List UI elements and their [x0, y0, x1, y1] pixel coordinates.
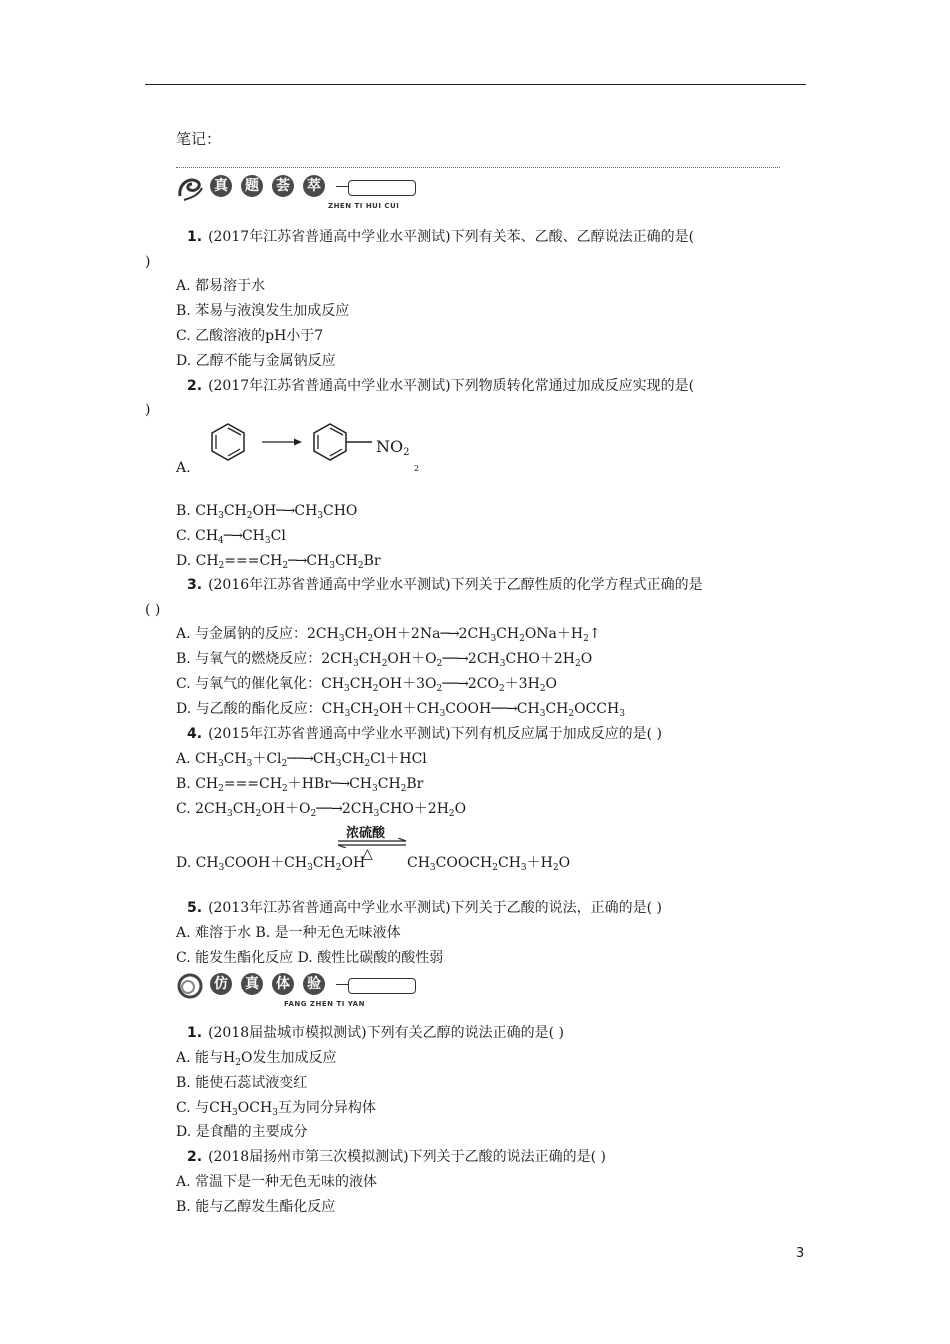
question-3: 3. (2016年江苏省普通高中学业水平测试)下列关于乙醇性质的化学方程式正确的是 — [187, 577, 703, 593]
option: A. 都易溶于水 — [176, 278, 266, 294]
option: C. $2CH_3CH_2OH+O_2──\to 2CH_3CHO+2H_2O$ — [176, 801, 467, 819]
option: C. 与氧气的催化氧化：$CH_3CH_2OH+3O_2──\to 2CO_2+3H_2O$ — [176, 676, 558, 694]
notes-divider — [176, 167, 780, 168]
option: C. $CH_4─\to CH_3Cl$ — [176, 528, 286, 546]
option-product: $CH_3COOCH_2CH_3+H_2O$ — [407, 855, 571, 873]
option: B. $CH_3CH_2OH─\to CH_3CHO$ — [176, 503, 358, 521]
option: A. $CH_3CH_3+Cl_2──\to CH_3CH_2Cl+HCl$ — [176, 751, 427, 769]
nitro-group-label: $NO_2$ — [376, 437, 410, 458]
practice-question-2: 2. (2018届扬州市第三次模拟测试)下列关于乙酸的说法正确的是( ) — [187, 1149, 606, 1165]
option: B. 与氧气的燃烧反应：$2CH_3CH_2OH+O_2──\to 2CH_3CHO+2H_2O$ — [176, 651, 593, 669]
ring-logo-icon — [176, 972, 204, 1000]
question-3-end: ( ) — [145, 602, 161, 618]
section-pinyin: FANG ZHEN TI YAN — [284, 1000, 365, 1008]
option: C. 与$CH_3OCH_3$互为同分异构体 — [176, 1100, 376, 1118]
option: C. 能发生酯化反应 D. 酸性比碳酸的酸性弱 — [176, 950, 444, 966]
option: C. 乙酸溶液的pH小于7 — [176, 328, 324, 344]
section-header-fangzhen — [176, 970, 426, 1010]
swirl-logo-icon — [176, 174, 204, 202]
stray-subscript: 2 — [414, 464, 420, 473]
heat-symbol: △ — [362, 846, 373, 862]
question-1: 1. (2017年江苏省普通高中学业水平测试)下列有关苯、乙酸、乙醇说法正确的是( — [187, 229, 695, 245]
section-pinyin: ZHEN TI HUI CUI — [328, 202, 400, 210]
option: B. $CH_2===CH_2+HBr─\to CH_3CH_2Br$ — [176, 776, 424, 794]
notes-label: 笔记： — [176, 130, 222, 148]
option: A. 与金属钠的反应：$2CH_3CH_2OH+2Na─\to 2CH_3CH_2ONa+H_2↑$ — [176, 626, 601, 644]
section-char: 体 — [272, 973, 294, 995]
option: B. 能与乙醇发生酯化反应 — [176, 1199, 336, 1215]
section-char: 验 — [303, 973, 325, 995]
header-rule — [145, 84, 806, 85]
page-number: 3 — [796, 1246, 805, 1261]
section-header-zhenti — [176, 172, 426, 212]
practice-question-1: 1. (2018届盐城市模拟测试)下列有关乙醇的说法正确的是( ) — [187, 1025, 564, 1041]
option: B. 苯易与液溴发生加成反应 — [176, 303, 350, 319]
option: A. 难溶于水 B. 是一种无色无味液体 — [176, 925, 401, 941]
option: B. 能使石蕊试液变红 — [176, 1075, 308, 1091]
question-2: 2. (2017年江苏省普通高中学业水平测试)下列物质转化常通过加成反应实现的是( — [187, 378, 695, 394]
catalyst-label: 浓硫酸 — [346, 826, 386, 841]
option: D. 与乙酸的酯化反应：$CH_3CH_2OH+CH_3COOH──\to CH_3CH_2OCCH_3$ — [176, 701, 625, 719]
question-1-end: ) — [145, 254, 151, 270]
question-5: 5. (2013年江苏省普通高中学业水平测试)下列关于乙酸的说法，正确的是( ) — [187, 900, 662, 916]
section-char: 仿 — [210, 973, 232, 995]
option: D. 乙醇不能与金属钠反应 — [176, 353, 336, 369]
question-2-end: ) — [145, 402, 151, 418]
option: D. 是食醋的主要成分 — [176, 1124, 308, 1140]
section-char: 荟 — [272, 175, 294, 197]
section-char: 题 — [241, 175, 263, 197]
section-char: 萃 — [303, 175, 325, 197]
question-4: 4. (2015年江苏省普通高中学业水平测试)下列有机反应属于加成反应的是( ) — [187, 726, 662, 742]
section-char: 真 — [210, 175, 232, 197]
option: D. $CH_2===CH_2─\to CH_3CH_2Br$ — [176, 553, 381, 571]
option-label: A. — [176, 460, 191, 476]
option: A. 常温下是一种无色无味的液体 — [176, 1174, 378, 1190]
option: A. 能与$H_2O$发生加成反应 — [176, 1050, 337, 1068]
option: D. $CH_3COOH+CH_3CH_2OH$ — [176, 855, 366, 873]
section-char: 真 — [241, 973, 263, 995]
